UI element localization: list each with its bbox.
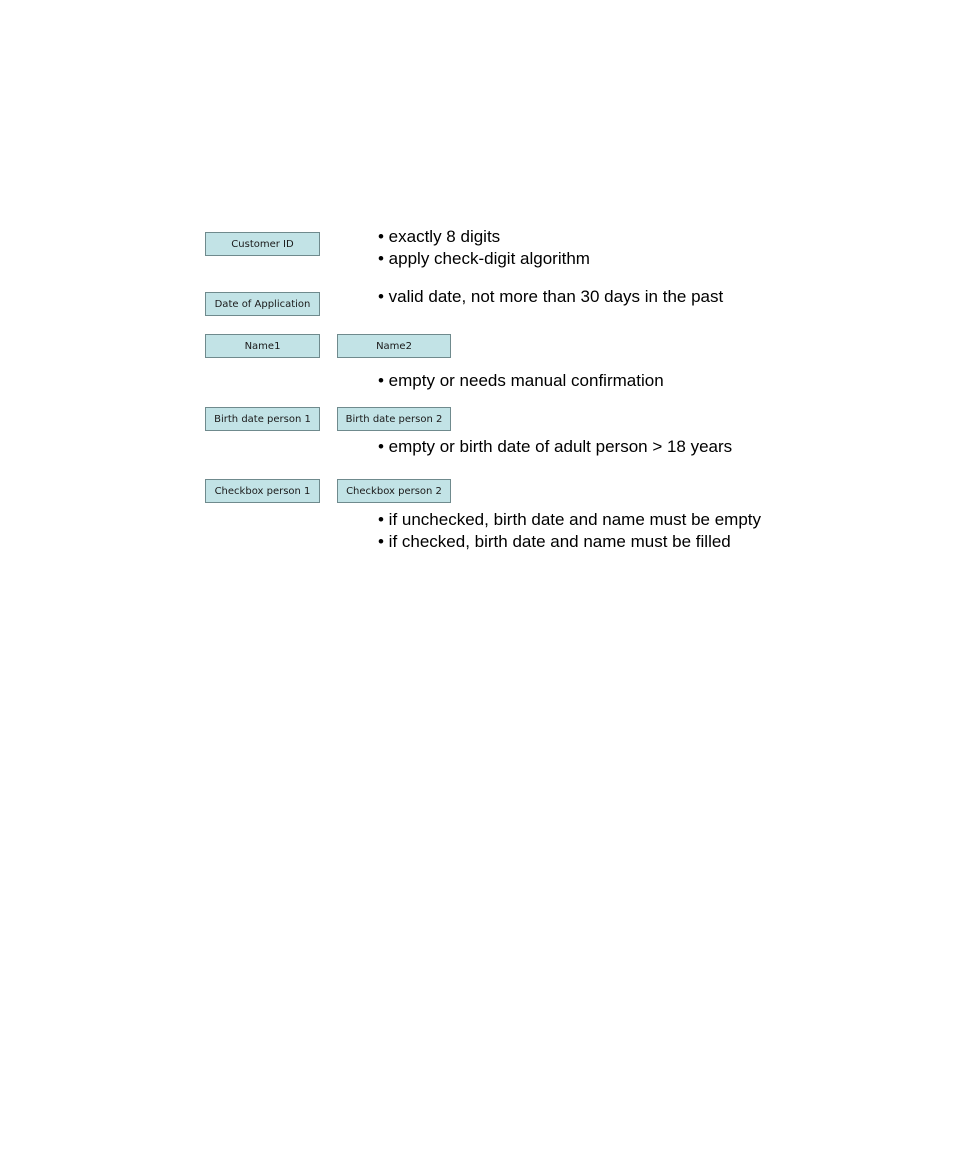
- customer-id-rule-1: • exactly 8 digits: [378, 227, 501, 246]
- checkbox-person-2-box: Checkbox person 2: [337, 479, 451, 503]
- customer-id-rule-2: • apply check-digit algorithm: [378, 249, 590, 268]
- checkbox-person-1-box: Checkbox person 1: [205, 479, 320, 503]
- birth-date-person-1-box: Birth date person 1: [205, 407, 320, 431]
- customer-id-box: Customer ID: [205, 232, 320, 256]
- birth-dates-rule: • empty or birth date of adult person > 18 years: [378, 437, 733, 456]
- date-of-application-box: Date of Application: [205, 292, 320, 316]
- date-of-application-rule: • valid date, not more than 30 days in the past: [378, 287, 724, 306]
- birth-date-person-2-box: Birth date person 2: [337, 407, 451, 431]
- names-rule: • empty or needs manual confirmation: [378, 371, 664, 390]
- checkboxes-rule-2: • if checked, birth date and name must be filled: [378, 532, 731, 551]
- checkboxes-rule-1: • if unchecked, birth date and name must be empty: [378, 510, 761, 529]
- name2-box: Name2: [337, 334, 451, 358]
- name1-box: Name1: [205, 334, 320, 358]
